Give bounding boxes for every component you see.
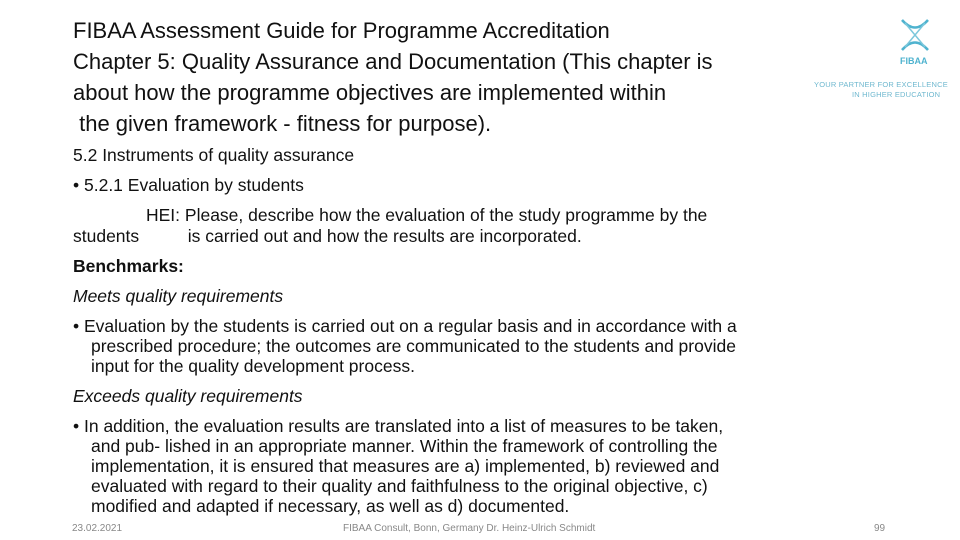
footer-center: FIBAA Consult, Bonn, Germany Dr. Heinz-Ulrich Schmidt: [343, 523, 596, 534]
logo-tagline-1: YOUR PARTNER FOR EXCELLENCE: [814, 80, 948, 89]
meets-line-3: input for the quality development process.: [91, 356, 415, 376]
fibaa-logo: [812, 16, 948, 106]
footer-page-number: 99: [874, 523, 886, 534]
fibaa-x-icon: [900, 18, 930, 52]
exceeds-line-3: implementation, it is ensured that measures are a) implemented, b) reviewed and: [91, 456, 720, 476]
title-line-1: FIBAA Assessment Guide for Programme Accreditation: [73, 18, 610, 43]
logo-tagline-2: IN HIGHER EDUCATION: [852, 90, 941, 99]
title-line-2: Chapter 5: Quality Assurance and Documentation (This chapter is: [73, 49, 713, 74]
exceeds-line-2: and pub- lished in an appropriate manner. Within the framework of controlling the: [91, 436, 718, 456]
title-line-3: about how the programme objectives are implemented within: [73, 80, 667, 105]
exceeds-heading: Exceeds quality requirements: [73, 386, 303, 406]
section-heading: 5.2 Instruments of quality assurance: [73, 145, 355, 165]
title-line-4: the given framework - fitness for purpose).: [73, 111, 492, 136]
hei-question-1: HEI: Please, describe how the evaluation of the study programme by the: [146, 205, 708, 225]
exceeds-line-1: • In addition, the evaluation results are translated into a list of measures to be taken,: [73, 416, 724, 436]
footer-date: 23.02.2021: [72, 523, 123, 534]
meets-heading: Meets quality requirements: [73, 286, 284, 306]
exceeds-line-4: evaluated with regard to their quality and faithfulness to the original objective, c): [91, 476, 708, 496]
logo-name: FIBAA: [900, 56, 928, 66]
meets-line-2: prescribed procedure; the outcomes are communicated to the students and provide: [91, 336, 736, 356]
benchmarks-heading: Benchmarks:: [73, 256, 184, 276]
bullet-evaluation: • 5.2.1 Evaluation by students: [73, 175, 304, 195]
exceeds-line-5: modified and adapted if necessary, as well as d) documented.: [91, 496, 570, 516]
meets-line-1: • Evaluation by the students is carried out on a regular basis and in accordance with a: [73, 316, 737, 336]
hei-question-2: students is carried out and how the results are incorporated.: [73, 226, 582, 246]
